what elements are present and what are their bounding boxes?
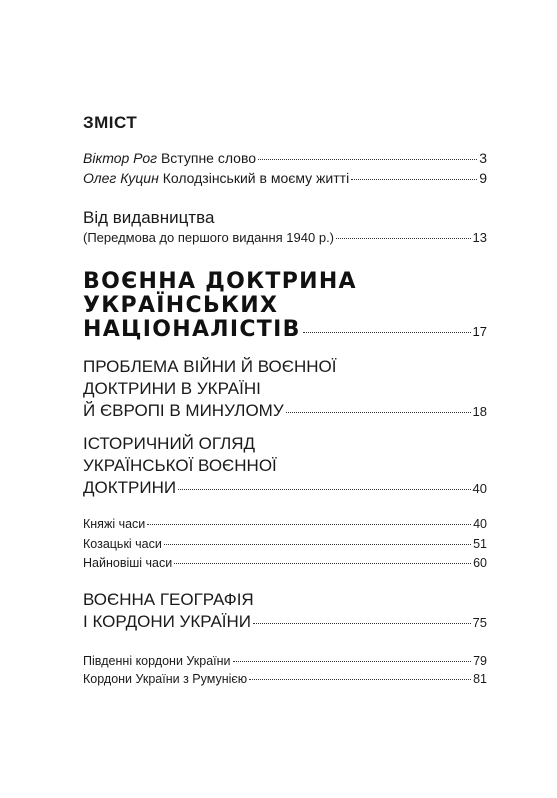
- section-2-line-3: ДОКТРИНИ: [83, 478, 177, 497]
- entry-page: 3: [479, 150, 487, 166]
- leader-dots: [147, 524, 471, 525]
- subentry-page: 81: [473, 672, 487, 686]
- toc-subentry[interactable]: [83, 517, 487, 531]
- leader-dots: [164, 544, 471, 545]
- toc-entry-section-1[interactable]: [83, 356, 487, 423]
- toc-entry-intro-1[interactable]: [83, 150, 487, 166]
- leader-dots: [286, 412, 471, 413]
- subentry-title: Найновіші часи: [83, 556, 173, 570]
- subentry-title: Козацькі часи: [83, 537, 162, 551]
- section-3-line-1: ВОЄННА ГЕОГРАФІЯ: [83, 590, 254, 609]
- doctrine-line-1: ВОЄННА ДОКТРИНА: [83, 269, 357, 294]
- section-1-line-3: Й ЄВРОПІ В МИНУЛОМУ: [83, 401, 284, 420]
- subentry-title: Княжі часи: [83, 517, 146, 531]
- subentry-page: 40: [473, 517, 487, 531]
- entry-author: Олег Куцин: [83, 170, 159, 186]
- entry-page: 13: [472, 230, 487, 245]
- entry-author: Віктор Рог: [83, 150, 158, 166]
- leader-dots: [351, 179, 477, 180]
- toc-heading: ЗМІСТ: [83, 113, 138, 132]
- doctrine-line-3: НАЦІОНАЛІСТІВ: [83, 317, 301, 342]
- publisher-title: Від видавництва: [83, 208, 215, 227]
- toc-subentry[interactable]: [83, 556, 487, 570]
- toc-entry-section-2[interactable]: [83, 433, 487, 500]
- toc-subentry[interactable]: [83, 537, 487, 551]
- leader-dots: [336, 238, 471, 239]
- leader-dots: [258, 159, 477, 160]
- doctrine-line-2: УКРАЇНСЬКИХ: [83, 293, 279, 318]
- leader-dots: [253, 623, 471, 624]
- entry-page: 17: [472, 324, 487, 339]
- entry-title: Колодзінський в моєму житті: [162, 170, 350, 186]
- subentry-page: 51: [473, 537, 487, 551]
- subentry-page: 60: [473, 556, 487, 570]
- subentry-title: Південні кордони України: [83, 654, 231, 668]
- section-3-line-2: І КОРДОНИ УКРАЇНИ: [83, 612, 251, 631]
- entry-page: 40: [472, 481, 487, 496]
- leader-dots: [249, 679, 471, 680]
- toc-entry-section-3[interactable]: [83, 589, 487, 634]
- toc-subentry[interactable]: [83, 654, 487, 668]
- toc-entry-publisher[interactable]: [83, 230, 487, 245]
- section-1-line-1: ПРОБЛЕМА ВІЙНИ Й ВОЄННОЇ: [83, 357, 337, 376]
- entry-page: 18: [472, 404, 487, 419]
- toc-entry-intro-2[interactable]: [83, 170, 487, 186]
- toc-entry-doctrine[interactable]: [83, 270, 487, 344]
- entry-title: Вступне слово: [160, 150, 257, 166]
- toc-subentry[interactable]: [83, 672, 487, 686]
- section-2-line-1: ІСТОРИЧНИЙ ОГЛЯД: [83, 434, 256, 453]
- toc-entry-publisher-title: [83, 208, 487, 228]
- subentry-title: Кордони України з Румунією: [83, 672, 248, 686]
- leader-dots: [303, 332, 471, 333]
- leader-dots: [233, 661, 472, 662]
- leader-dots: [178, 489, 470, 490]
- leader-dots: [174, 563, 471, 564]
- entry-page: 75: [472, 615, 487, 630]
- section-1-line-2: ДОКТРИНИ В УКРАЇНІ: [83, 379, 261, 398]
- subentry-page: 79: [473, 654, 487, 668]
- publisher-subtitle: (Передмова до першого видання 1940 р.): [83, 230, 335, 245]
- entry-page: 9: [479, 170, 487, 186]
- section-2-line-2: УКРАЇНСЬКОЇ ВОЄННОЇ: [83, 456, 277, 475]
